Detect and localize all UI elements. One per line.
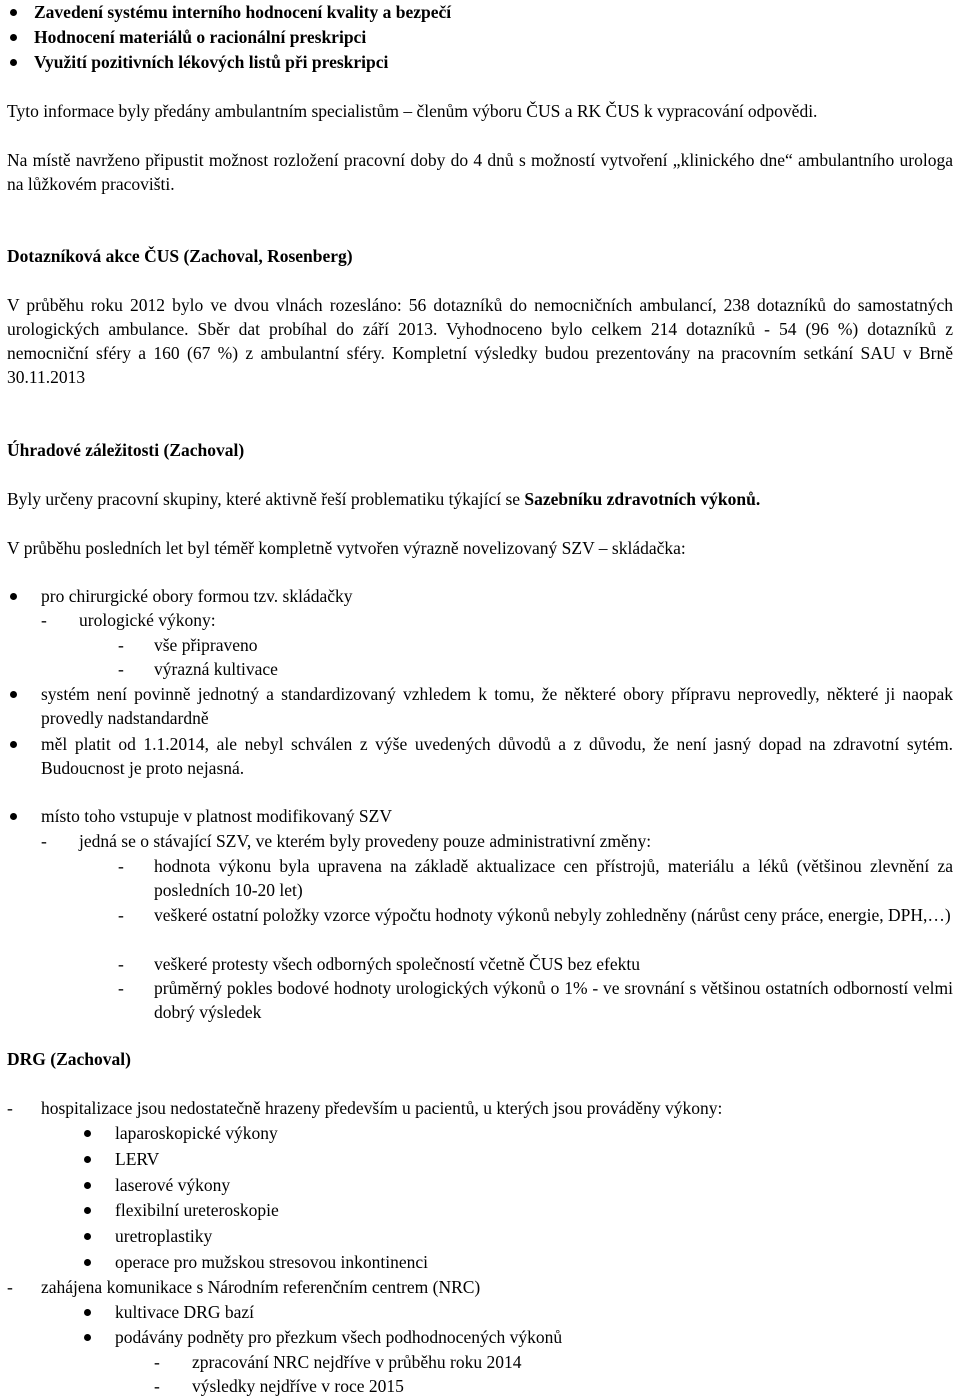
section-heading-drg: DRG (Zachoval) — [7, 1049, 131, 1069]
bullet-icon — [84, 1207, 91, 1214]
szv-admin-changes: jedná se o stávající SZV, ve kterém byly provedeny pouze administrativní změny: — [79, 831, 652, 851]
drg-underfunded: hospitalizace jsou nedostatečně hrazeny především u pacientů, u kterých jsou prováděny výkony: — [41, 1098, 723, 1118]
bullet-icon — [10, 691, 17, 698]
drg-procedure-2: LERV — [115, 1149, 160, 1169]
top-bullet-1: Zavedení systému interního hodnocení kvality a bezpečí — [34, 2, 452, 22]
bullet-icon — [10, 59, 17, 66]
bullet-icon — [84, 1233, 91, 1240]
bullet-icon — [84, 1130, 91, 1137]
drg-nrc-sub-1: zpracování NRC nejdříve v průběhu roku 2014 — [192, 1352, 522, 1372]
dash-marker: - — [154, 1376, 160, 1396]
drg-nrc-communication: zahájena komunikace s Národním referenčním centrem (NRC) — [41, 1277, 481, 1297]
szv-change-item-3: veškeré protesty všech odborných společností včetně ČUS bez efektu — [154, 954, 640, 974]
payments-paragraph-1 — [7, 487, 953, 511]
szv-change-item-2: veškeré ostatní položky vzorce výpočtu hodnoty výkonů nebyly zohledněny (nárůst ceny práce, energie, DPH,…) — [154, 905, 951, 925]
bullet-icon — [84, 1309, 91, 1316]
szv-bullet-validity: měl platit od 1.1.2014, ale nebyl schválen z výše uvedených důvodů a z důvodu, že není jasný dopad na zdravotní sytém. Budoucnost je proto nejasná. — [41, 734, 953, 778]
bullet-icon — [84, 1259, 91, 1266]
payments-p1-bold: Sazebníku zdravotních výkonů. — [524, 489, 761, 509]
dash-marker: - — [118, 856, 124, 876]
drg-procedure-3: laserové výkony — [115, 1175, 231, 1195]
szv-change-item-1: hodnota výkonu byla upravena na základě aktualizace cen přístrojů, materiálu a léků (většinou zlevnění za posledních 10-20 let) — [154, 856, 953, 900]
szv-bullet-surgical: pro chirurgické obory formou tzv. skládačky — [41, 586, 353, 606]
section-heading-payments: Úhradové záležitosti (Zachoval) — [7, 440, 245, 460]
bullet-icon — [84, 1334, 91, 1341]
bullet-icon — [84, 1156, 91, 1163]
dash-marker: - — [118, 954, 124, 974]
drg-procedure-5: uretroplastiky — [115, 1226, 213, 1246]
dash-marker: - — [41, 610, 47, 630]
dash-marker: - — [41, 831, 47, 851]
payments-p1-text: Byly určeny pracovní skupiny, které aktivně řeší problematiku týkající se — [7, 489, 525, 509]
bullet-icon — [10, 813, 17, 820]
drg-nrc-item-1: kultivace DRG bazí — [115, 1302, 254, 1322]
drg-procedure-4: flexibilní ureteroskopie — [115, 1200, 279, 1220]
dash-marker: - — [118, 659, 124, 679]
dash-marker: - — [154, 1352, 160, 1372]
top-bullet-3: Využití pozitivních lékových listů při preskripci — [34, 52, 389, 72]
dash-marker: - — [118, 978, 124, 998]
top-bullet-2: Hodnocení materiálů o racionální preskripci — [34, 27, 367, 47]
bullet-icon — [84, 1182, 91, 1189]
szv-urology-cultivation: výrazná kultivace — [154, 659, 278, 679]
drg-nrc-sub-2: výsledky nejdříve v roce 2015 — [192, 1376, 404, 1396]
bullet-icon — [10, 9, 17, 16]
szv-urology-item: urologické výkony: — [79, 610, 216, 630]
dash-marker: - — [118, 905, 124, 925]
drg-nrc-item-2: podávány podněty pro přezkum všech podhodnocených výkonů — [115, 1327, 563, 1347]
payments-paragraph-2: V průběhu posledních let byl téměř kompletně vytvořen výrazně novelizovaný SZV – skládačka: — [7, 538, 686, 558]
survey-text: V průběhu roku 2012 bylo ve dvou vlnách rozesláno: 56 dotazníků do nemocničních ambulancí, 238 dotazníků do samostatných urologických ambulance. Sběr dat probíhal do září 2013. Vyhodnoceno bylo celkem 214 dotazníků - 54 (96 %) dotazníků z nemocniční sféry a 160 (67 %) z ambulantní sféry. Kompletní výsledky budou prezentovány na pracovním setkání SAU v Brně 30.11.2013 — [7, 295, 953, 387]
dash-marker: - — [118, 635, 124, 655]
paragraph-proposal: Na místě navrženo připustit možnost rozložení pracovní doby do 4 dnů s možností vytvoření „klinického dne“ ambulantního urologa na lůžkovém pracovišti. — [7, 150, 953, 194]
paragraph-info: Tyto informace byly předány ambulantním specialistům – členům výboru ČUS a RK ČUS k vypracování odpovědi. — [7, 101, 818, 121]
dash-marker: - — [7, 1277, 13, 1297]
szv-bullet-system: systém není povinně jednotný a standardizovaný vzhledem k tomu, že některé obory přípravu neprovedly, některé ji naopak provedly nadstandardně — [41, 684, 953, 728]
bullet-icon — [10, 34, 17, 41]
drg-procedure-1: laparoskopické výkony — [115, 1123, 278, 1143]
szv-change-item-4: průměrný pokles bodové hodnoty urologických výkonů o 1% - ve srovnání s většinou ostatních odborností velmi dobrý výsledek — [154, 978, 953, 1022]
drg-procedure-6: operace pro mužskou stresovou inkontinenci — [115, 1252, 428, 1272]
bullet-icon — [10, 741, 17, 748]
section-heading-survey: Dotazníková akce ČUS (Zachoval, Rosenberg) — [7, 246, 353, 266]
dash-marker: - — [7, 1098, 13, 1118]
szv-bullet-modified: místo toho vstupuje v platnost modifikovaný SZV — [41, 806, 392, 826]
bullet-icon — [10, 593, 17, 600]
szv-urology-ready: vše připraveno — [154, 635, 258, 655]
